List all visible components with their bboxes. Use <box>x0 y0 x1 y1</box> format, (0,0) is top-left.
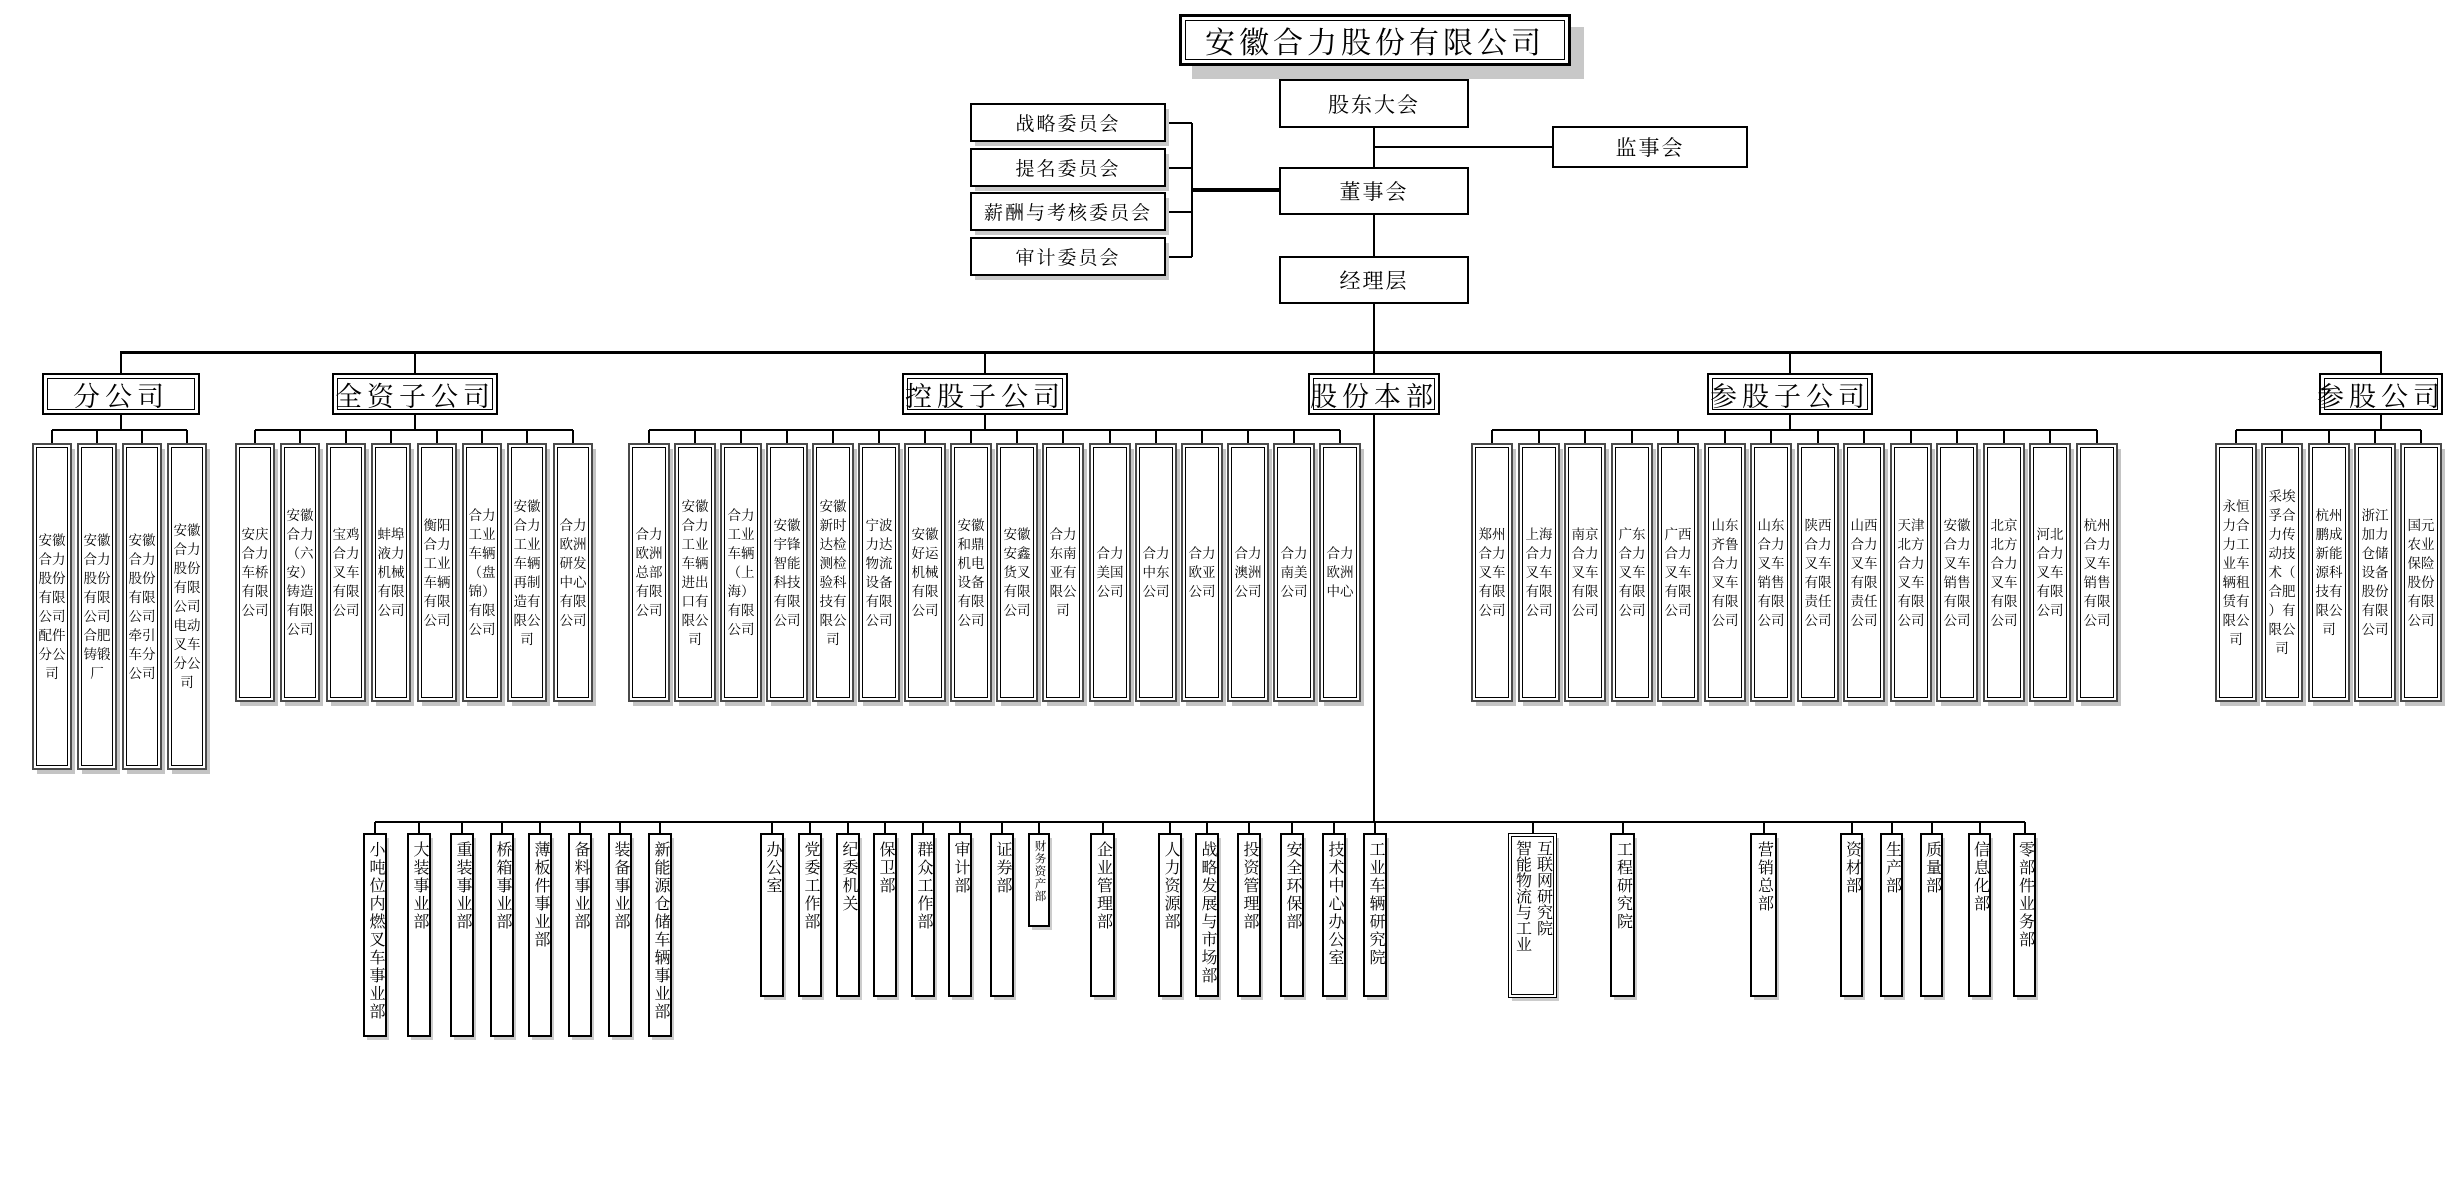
connector-line <box>299 430 301 443</box>
connector-line <box>832 430 834 443</box>
company-box-label: 合力工业车辆（上海）有限公司 <box>727 508 755 637</box>
connector-line <box>1109 430 1111 443</box>
company-box-label: 南京合力叉车有限公司 <box>1571 527 1599 618</box>
connector-line <box>959 822 961 833</box>
company-box <box>2308 443 2350 702</box>
company-box-label: 安徽安鑫货叉有限公司 <box>1003 527 1031 618</box>
connector-line <box>1584 430 1586 443</box>
company-box <box>674 443 716 702</box>
company-box-label: 安徽合力工业车辆进出口有限公司 <box>681 498 709 647</box>
company-box <box>858 443 900 702</box>
committee-box-label: 审计委员会 <box>1015 248 1121 269</box>
department-box-label: 党委工作部 <box>802 841 819 931</box>
connector-line <box>1291 822 1293 833</box>
company-box <box>1319 443 1361 702</box>
committee-box-label: 战略委员会 <box>1015 114 1121 135</box>
department-box <box>836 833 860 997</box>
company-box-label: 安徽宇锋智能科技有限公司 <box>773 517 801 628</box>
company-box-label: 北京北方合力叉车有限公司 <box>1990 517 2018 628</box>
department-box-label: 审计部 <box>952 841 969 895</box>
connector-line <box>1155 430 1157 443</box>
connector-line <box>2380 415 2382 430</box>
connector-line <box>649 429 1340 431</box>
company-box-label: 衡阳合力工业车辆有限公司 <box>423 517 451 628</box>
connector-line <box>121 351 2381 354</box>
department-box <box>1158 833 1182 997</box>
department-box-label: 工业车辆研究院 <box>1367 841 1384 967</box>
connector-line <box>1339 430 1341 443</box>
department-box <box>873 833 897 997</box>
department-box <box>363 833 387 1037</box>
section-header-associate-companies-label: 参股公司 <box>2317 381 2445 412</box>
connector-line <box>984 351 986 373</box>
company-box <box>1611 443 1653 702</box>
connector-line <box>884 822 886 833</box>
company-box-label: 杭州合力叉车销售有限公司 <box>2083 517 2111 628</box>
company-box-label: 安徽新时达检测检验科技有限公司 <box>819 498 847 647</box>
company-box <box>1564 443 1606 702</box>
company-box <box>1471 443 1513 702</box>
company-box-label: 安徽合力（六安）铸造有限公司 <box>286 508 314 637</box>
department-box-label: 零部件业务部 <box>2016 841 2034 949</box>
department-box <box>1920 833 1943 997</box>
company-box-label: 广西合力叉车有限公司 <box>1664 527 1692 618</box>
company-box <box>904 443 946 702</box>
connector-line <box>120 351 122 373</box>
company-box <box>720 443 762 702</box>
connector-line <box>771 822 773 833</box>
department-box <box>1750 833 1777 997</box>
company-box <box>1936 443 1978 702</box>
connector-line <box>2420 430 2422 443</box>
connector-line <box>1169 822 1171 833</box>
department-box-label: 备料事业部 <box>572 841 589 931</box>
department-box-label: 营销总部 <box>1755 841 1773 913</box>
connector-line <box>96 430 98 443</box>
connector-line <box>1201 430 1203 443</box>
department-box <box>2013 833 2036 997</box>
department-box <box>760 833 784 997</box>
company-box-label: 天津北方合力叉车有限公司 <box>1897 517 1925 628</box>
connector-line <box>1492 429 2097 431</box>
company-box <box>2354 443 2396 702</box>
connector-line <box>1789 351 1791 373</box>
committee-box <box>970 237 1166 276</box>
company-box-label: 合力澳洲公司 <box>1234 546 1262 599</box>
company-box <box>167 443 207 770</box>
committee-box-label: 薪酬与考核委员会 <box>983 203 1152 224</box>
connector-line <box>1374 822 1376 833</box>
connector-line <box>374 822 376 833</box>
department-box <box>608 833 632 1037</box>
connector-line <box>2049 430 2051 443</box>
company-box-label: 浙江加力仓储设备股份有限公司 <box>2361 508 2389 637</box>
company-box <box>1227 443 1269 702</box>
company-box-label: 合力欧洲研发中心有限公司 <box>559 517 587 628</box>
company-box-label: 安徽好运机械有限公司 <box>911 527 939 618</box>
connector-line <box>1851 822 1853 833</box>
company-box <box>1657 443 1699 702</box>
connector-line <box>1247 430 1249 443</box>
company-box-label: 合力欧洲总部有限公司 <box>635 527 663 618</box>
connector-line <box>2328 430 2330 443</box>
department-box-label: 群众工作部 <box>915 841 932 931</box>
management-level-box <box>1279 256 1469 304</box>
department-box-label: 装备事业部 <box>612 841 629 931</box>
connector-line <box>648 430 650 443</box>
connector-line <box>1166 211 1192 213</box>
connector-line <box>847 822 849 833</box>
connector-line <box>375 821 2025 823</box>
company-box <box>507 443 547 702</box>
connector-line <box>1491 430 1493 443</box>
company-box-label: 合力欧亚公司 <box>1188 546 1216 599</box>
connector-line <box>120 415 122 430</box>
connector-line <box>481 430 483 443</box>
company-box <box>122 443 162 770</box>
company-box-label: 蚌埠液力机械有限公司 <box>377 527 405 618</box>
connector-line <box>922 822 924 833</box>
connector-line <box>1038 822 1040 833</box>
company-box-label: 合力南美公司 <box>1280 546 1308 599</box>
company-box <box>1273 443 1315 702</box>
connector-line <box>1192 188 1279 192</box>
company-box-label: 宁波力达物流设备有限公司 <box>865 517 893 628</box>
connector-line <box>579 822 581 833</box>
department-box-label: 桥箱事业部 <box>494 841 511 931</box>
department-box-label: 技术中心办公室 <box>1326 841 1343 967</box>
connector-line <box>1931 822 1933 833</box>
connector-line <box>1373 415 1375 822</box>
department-box-label: 工程研究院 <box>1614 841 1632 931</box>
connector-line <box>2380 351 2382 373</box>
management-level-label: 经理层 <box>1339 269 1409 293</box>
connector-line <box>1166 167 1192 169</box>
connector-line <box>1206 822 1208 833</box>
company-box-label: 安徽合力叉车销售有限公司 <box>1943 517 1971 628</box>
committee-box <box>970 103 1166 142</box>
department-box <box>1090 833 1115 997</box>
company-box-label: 安徽和鼎机电设备有限公司 <box>957 517 985 628</box>
department-box-label: 生产部 <box>1883 841 1901 895</box>
connector-line <box>1891 822 1893 833</box>
department-box-label: 质量部 <box>1923 841 1941 895</box>
department-box <box>490 833 514 1037</box>
section-header-joint-stock-subsidiaries-label: 参股子公司 <box>1710 381 1870 412</box>
company-box <box>2215 443 2257 702</box>
connector-line <box>1677 430 1679 443</box>
connector-line <box>1373 304 1375 351</box>
board-of-directors-label: 董事会 <box>1339 180 1409 204</box>
section-header-holding-subsidiaries-label: 控股子公司 <box>905 381 1065 412</box>
section-header-associate-companies <box>2319 373 2443 415</box>
department-box-label: 投资管理部 <box>1241 841 1258 931</box>
connector-line <box>390 430 392 443</box>
company-box-label: 安徽合力股份有限公司电动叉车分公司 <box>173 523 201 690</box>
company-box-label: 合力工业车辆（盘锦）有限公司 <box>468 508 496 637</box>
department-box-label: 保卫部 <box>877 841 894 895</box>
connector-line <box>1373 215 1375 256</box>
connector-line <box>1532 822 1534 833</box>
department-box <box>1363 833 1387 997</box>
committee-box-label: 提名委员会 <box>1015 159 1121 180</box>
department-box-label: 重装事业部 <box>454 841 471 931</box>
company-box-label: 杭州鹏成新能源科技有限公司 <box>2315 508 2343 637</box>
company-box-label: 安徽合力股份有限公司配件分公司 <box>38 532 66 681</box>
department-box <box>407 833 431 1037</box>
connector-line <box>1789 415 1791 430</box>
connector-line <box>51 430 53 443</box>
company-box <box>77 443 117 770</box>
company-box-label: 合力美国公司 <box>1096 546 1124 599</box>
connector-line <box>1248 822 1250 833</box>
connector-line <box>539 822 541 833</box>
department-box <box>1840 833 1863 997</box>
company-box <box>235 443 275 702</box>
connector-line <box>2003 430 2005 443</box>
department-box-label: 战略发展与市场部 <box>1199 841 1216 985</box>
company-box-label: 合力欧洲中心 <box>1326 546 1354 599</box>
connector-line <box>1374 146 1552 148</box>
connector-line <box>526 430 528 443</box>
company-box <box>326 443 366 702</box>
company-box-label: 宝鸡合力叉车有限公司 <box>332 527 360 618</box>
connector-line <box>1062 430 1064 443</box>
department-box <box>1610 833 1635 997</box>
connector-line <box>1622 822 1624 833</box>
company-box-label: 合力东南亚有限公司 <box>1049 527 1077 618</box>
company-box <box>280 443 320 702</box>
connector-line <box>2281 430 2283 443</box>
company-box-label: 采埃孚合力传动技术（合肥）有限公司 <box>2268 489 2296 656</box>
company-box-label: 山东齐鲁合力叉车有限公司 <box>1711 517 1739 628</box>
connector-line <box>254 430 256 443</box>
connector-line <box>141 430 143 443</box>
connector-line <box>186 430 188 443</box>
connector-line <box>414 415 416 430</box>
connector-line <box>2235 430 2237 443</box>
company-box-label: 合力中东公司 <box>1142 546 1170 599</box>
company-box <box>1181 443 1223 702</box>
company-box <box>1135 443 1177 702</box>
connector-line <box>1910 430 1912 443</box>
company-box <box>950 443 992 702</box>
company-box <box>462 443 502 702</box>
connector-line <box>501 822 503 833</box>
company-box <box>628 443 670 702</box>
connector-line <box>2374 430 2376 443</box>
connector-line <box>970 430 972 443</box>
department-box-label: 信息化部 <box>1971 841 1989 913</box>
department-box <box>528 833 552 1037</box>
shareholders-meeting-box <box>1279 79 1469 128</box>
supervisory-board-box <box>1552 126 1748 168</box>
department-box <box>1880 833 1903 997</box>
connector-line <box>1016 430 1018 443</box>
department-box <box>1028 833 1050 927</box>
connector-line <box>1817 430 1819 443</box>
org-title-box <box>1179 14 1571 66</box>
department-box <box>948 833 972 997</box>
company-box <box>812 443 854 702</box>
connector-line <box>1333 822 1335 833</box>
connector-line <box>1166 256 1192 258</box>
department-box-label: 大装事业部 <box>411 841 428 931</box>
connector-line <box>1724 430 1726 443</box>
company-box-label: 山东合力叉车销售有限公司 <box>1757 517 1785 628</box>
department-box <box>798 833 822 997</box>
committee-box <box>970 192 1166 231</box>
company-box <box>1518 443 1560 702</box>
company-box <box>417 443 457 702</box>
department-box-label: 财务资产部 <box>1033 840 1046 903</box>
company-box-label: 安徽合力股份有限公司牵引车分公司 <box>128 532 156 681</box>
connector-line <box>924 430 926 443</box>
connector-line <box>345 430 347 443</box>
connector-line <box>659 822 661 833</box>
company-box <box>1843 443 1885 702</box>
company-box <box>1704 443 1746 702</box>
connector-line <box>1166 122 1192 124</box>
company-box-label: 陕西合力叉车有限责任公司 <box>1804 517 1832 628</box>
department-box-label: 资材部 <box>1843 841 1861 895</box>
department-box <box>1195 833 1219 997</box>
connector-line <box>1979 822 1981 833</box>
department-box-label: 新能源仓储车辆事业部 <box>652 841 669 1021</box>
connector-line <box>1001 822 1003 833</box>
company-box <box>1750 443 1792 702</box>
shareholders-meeting-label: 股东大会 <box>1328 92 1420 117</box>
connector-line <box>436 430 438 443</box>
connector-line <box>786 430 788 443</box>
department-box-label: 智能物流与工业互联网研究院 <box>1513 840 1552 952</box>
section-header-headquarters <box>1308 373 1440 415</box>
section-header-holding-subsidiaries <box>902 373 1068 415</box>
company-box-label: 山西合力叉车有限责任公司 <box>1850 517 1878 628</box>
section-header-branch-companies <box>42 373 200 415</box>
company-box <box>1089 443 1131 702</box>
connector-line <box>1293 430 1295 443</box>
department-box-label: 小吨位内燃叉车事业部 <box>367 841 384 1021</box>
company-box <box>2400 443 2442 702</box>
department-box <box>990 833 1014 997</box>
department-box-label: 人力资源部 <box>1162 841 1179 931</box>
connector-line <box>2096 430 2098 443</box>
section-header-headquarters-label: 股份本部 <box>1310 381 1438 412</box>
department-box <box>1280 833 1304 997</box>
department-box <box>911 833 935 997</box>
connector-line <box>52 429 187 431</box>
org-title: 安徽合力股份有限公司 <box>1205 27 1545 60</box>
connector-line <box>694 430 696 443</box>
company-box-label: 广东合力叉车有限公司 <box>1618 527 1646 618</box>
connector-line <box>461 822 463 833</box>
connector-line <box>1373 351 1375 373</box>
department-box-label: 薄板件事业部 <box>532 841 549 949</box>
company-box-label: 永恒力合力工业车辆租赁有限公司 <box>2222 498 2250 647</box>
connector-line <box>878 430 880 443</box>
connector-line <box>1631 430 1633 443</box>
connector-line <box>2024 822 2026 833</box>
company-box <box>32 443 72 770</box>
department-box-label: 证券部 <box>994 841 1011 895</box>
connector-line <box>809 822 811 833</box>
connector-line <box>414 351 416 373</box>
section-header-wholly-owned-subsidiaries <box>332 373 498 415</box>
company-box-label: 郑州合力叉车有限公司 <box>1478 527 1506 618</box>
connector-line <box>740 430 742 443</box>
connector-line <box>418 822 420 833</box>
department-box-label: 企业管理部 <box>1094 841 1112 931</box>
department-box <box>1322 833 1346 997</box>
company-box-label: 河北合力叉车有限公司 <box>2036 527 2064 618</box>
department-box <box>568 833 592 1037</box>
connector-line <box>1538 430 1540 443</box>
company-box <box>2029 443 2071 702</box>
department-box <box>648 833 672 1037</box>
department-box <box>1508 833 1557 998</box>
supervisory-board-label: 监事会 <box>1615 136 1685 160</box>
company-box <box>1890 443 1932 702</box>
department-box <box>450 833 474 1037</box>
connector-line <box>1863 430 1865 443</box>
company-box <box>1042 443 1084 702</box>
company-box-label: 安徽合力工业车辆再制造有限公司 <box>513 498 541 647</box>
section-header-branch-companies-label: 分公司 <box>73 381 169 412</box>
company-box <box>2261 443 2303 702</box>
company-box-label: 国元农业保险股份有限公司 <box>2407 517 2435 628</box>
company-box <box>553 443 593 702</box>
department-box <box>1968 833 1991 997</box>
company-box <box>766 443 808 702</box>
company-box <box>371 443 411 702</box>
section-header-wholly-owned-subsidiaries-label: 全资子公司 <box>335 381 495 412</box>
department-box-label: 安全环保部 <box>1284 841 1301 931</box>
company-box <box>1797 443 1839 702</box>
department-box <box>1237 833 1261 997</box>
connector-line <box>619 822 621 833</box>
section-header-joint-stock-subsidiaries <box>1707 373 1873 415</box>
connector-line <box>984 415 986 430</box>
company-box-label: 安徽合力股份有限公司合肥铸锻厂 <box>83 532 111 681</box>
company-box <box>996 443 1038 702</box>
company-box <box>2076 443 2118 702</box>
board-of-directors-box <box>1279 167 1469 215</box>
committee-box <box>970 148 1166 187</box>
department-box-label: 纪委机关 <box>840 841 857 913</box>
connector-line <box>1770 430 1772 443</box>
department-box-label: 办公室 <box>764 841 781 895</box>
company-box <box>1983 443 2025 702</box>
company-box-label: 安庆合力车桥有限公司 <box>241 527 269 618</box>
connector-line <box>1763 822 1765 833</box>
company-box-label: 上海合力叉车有限公司 <box>1525 527 1553 618</box>
connector-line <box>572 430 574 443</box>
connector-line <box>1956 430 1958 443</box>
connector-line <box>1102 822 1104 833</box>
